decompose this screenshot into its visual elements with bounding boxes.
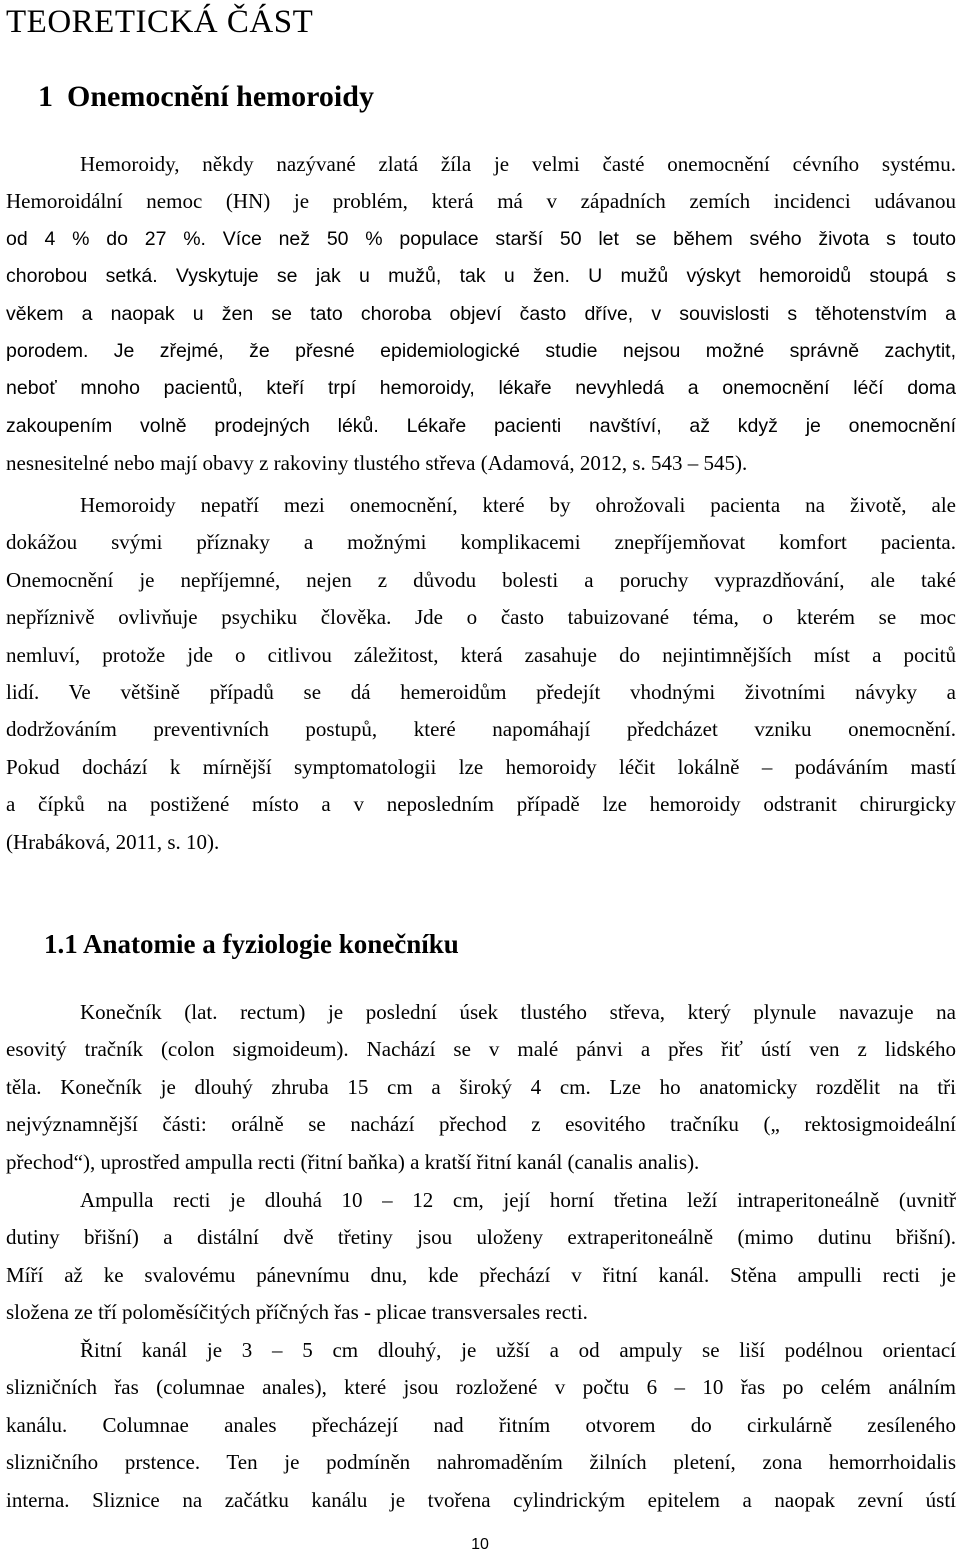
paragraph-line: od 4 % do 27 %. Více než 50 % populace starší 50 let se během svého života s touto xyxy=(6,227,956,250)
paragraph-1 xyxy=(6,146,956,483)
paragraph-line: zakoupením volně prodejných léků. Lékaře pacienti navštíví, až když je onemocnění xyxy=(6,414,956,437)
paragraph-line: (Hrabáková, 2011, s. 10). xyxy=(6,829,220,854)
paragraph-4 xyxy=(6,1182,956,1332)
paragraph-line: slizničního prstence. Ten je podmíněn nahromaděním žilních pletení, zona hemorrhoidalis xyxy=(6,1450,956,1475)
paragraph-line: Řitní kanál je 3 – 5 cm dlouhý, je užší a od ampuly se liší podélnou orientací xyxy=(80,1338,956,1362)
paragraph-line: Ampulla recti je dlouhá 10 – 12 cm, její horní třetina leží intraperitoneálně (uvnitř xyxy=(80,1188,956,1212)
paragraph-line: Pokud dochází k mírnější symptomatologii lze hemoroidy léčit lokálně – podáváním mastí xyxy=(6,754,956,779)
paragraph-5 xyxy=(6,1332,956,1519)
paragraph-line: Míří až ke svalovému pánevnímu dnu, kde přechází v řitní kanál. Stěna ampulli recti je xyxy=(6,1262,956,1287)
paragraph-line: Onemocnění je nepříjemné, nejen z důvodu bolesti a poruchy vyprazdňování, ale také xyxy=(6,567,956,592)
paragraph-line: Konečník (lat. rectum) je poslední úsek tlustého střeva, který plynule navazuje na xyxy=(80,1000,956,1024)
paragraph-line: dokážou svými příznaky a možnými komplikacemi znepříjemňovat komfort pacienta. xyxy=(6,530,956,555)
section-title: Onemocnění hemoroidy xyxy=(67,80,374,113)
paragraph-line: dutiny břišní) a distální dvě třetiny jsou uloženy extraperitoneálně (mimo dutinu břišní). xyxy=(6,1225,956,1250)
paragraph-line: interna. Sliznice na začátku kanálu je tvořena cylindrickým epitelem a naopak zevní ústí xyxy=(6,1487,956,1512)
paragraph-line: Hemoroidy, někdy nazývané zlatá žíla je velmi časté onemocnění cévního systému. xyxy=(80,152,956,176)
section-heading-1-1: 1.1 Anatomie a fyziologie konečníku xyxy=(44,929,459,959)
paragraph-line: nemluví, protože jde o citlivou záležitost, která zasahuje do nejintimnějších míst a pocitů xyxy=(6,642,956,667)
paragraph-line: těla. Konečník je dlouhý zhruba 15 cm a široký 4 cm. Lze ho anatomicky rozdělit na tři xyxy=(6,1074,956,1099)
paragraph-line: nepříznivě ovlivňuje psychiku člověka. Jde o často tabuizované téma, o kterém se moc xyxy=(6,605,956,630)
page-number: 10 xyxy=(471,1536,489,1553)
paragraph-line: složena ze tří poloměsíčitých příčných řas - plicae transversales recti. xyxy=(6,1300,588,1325)
paragraph-line: chorobou setká. Vyskytuje se jak u mužů, tak u žen. U mužů výskyt hemoroidů stoupá s xyxy=(6,265,956,288)
paragraph-line: Hemoroidální nemoc (HN) je problém, která má v západních zemích incidenci udávanou xyxy=(6,189,956,214)
paragraph-line: esovitý tračník (colon sigmoideum). Nachází se v malé pánvi a přes řiť ústí ven z lidského xyxy=(6,1037,956,1062)
paragraph-line: věkem a naopak u žen se tato choroba objeví často dříve, v souvislosti s těhotenstvím a xyxy=(6,302,956,325)
paragraph-line: porodem. Je zřejmé, že přesné epidemiologické studie nejsou možné správně zachytit, xyxy=(6,339,956,362)
paragraph-line: lidí. Ve většině případů se dá hemeroidům předejít vhodnými životními návyky a xyxy=(6,679,956,704)
paragraph-2 xyxy=(6,487,956,861)
section-heading-1 xyxy=(38,78,374,116)
paragraph-line: neboť mnoho pacientů, kteří trpí hemoroidy, lékaře nevyhledá a onemocnění léčí doma xyxy=(6,377,956,400)
paragraph-3 xyxy=(6,994,956,1181)
part-title: TEORETICKÁ ČÁST xyxy=(6,4,314,40)
paragraph-line: Hemoroidy nepatří mezi onemocnění, které by ohrožovali pacienta na životě, ale xyxy=(80,493,956,517)
paragraph-line: kanálu. Columnae anales přecházejí nad řitním otvorem do cirkulárně zesíleného xyxy=(6,1412,956,1437)
paragraph-line: slizničních řas (columnae anales), které jsou rozložené v počtu 6 – 10 řas po celém análním xyxy=(6,1375,956,1400)
paragraph-line: přechod“), uprostřed ampulla recti (řitní baňka) a kratší řitní kanál (canalis analis). xyxy=(6,1149,700,1174)
section-number: 1 xyxy=(38,80,53,113)
paragraph-line: a čípků na postižené místo a v neposledním případě lze hemoroidy odstranit chirurgicky xyxy=(6,792,956,817)
paragraph-line: nesnesitelné nebo mají obavy z rakoviny tlustého střeva (Adamová, 2012, s. 543 – 545). xyxy=(6,451,748,476)
paragraph-line: dodržováním preventivních postupů, které napomáhají předcházet vzniku onemocnění. xyxy=(6,717,956,742)
paragraph-line: nejvýznamnější části: orálně se nachází přechod z esovitého tračníku („ rektosigmoideální xyxy=(6,1112,956,1137)
